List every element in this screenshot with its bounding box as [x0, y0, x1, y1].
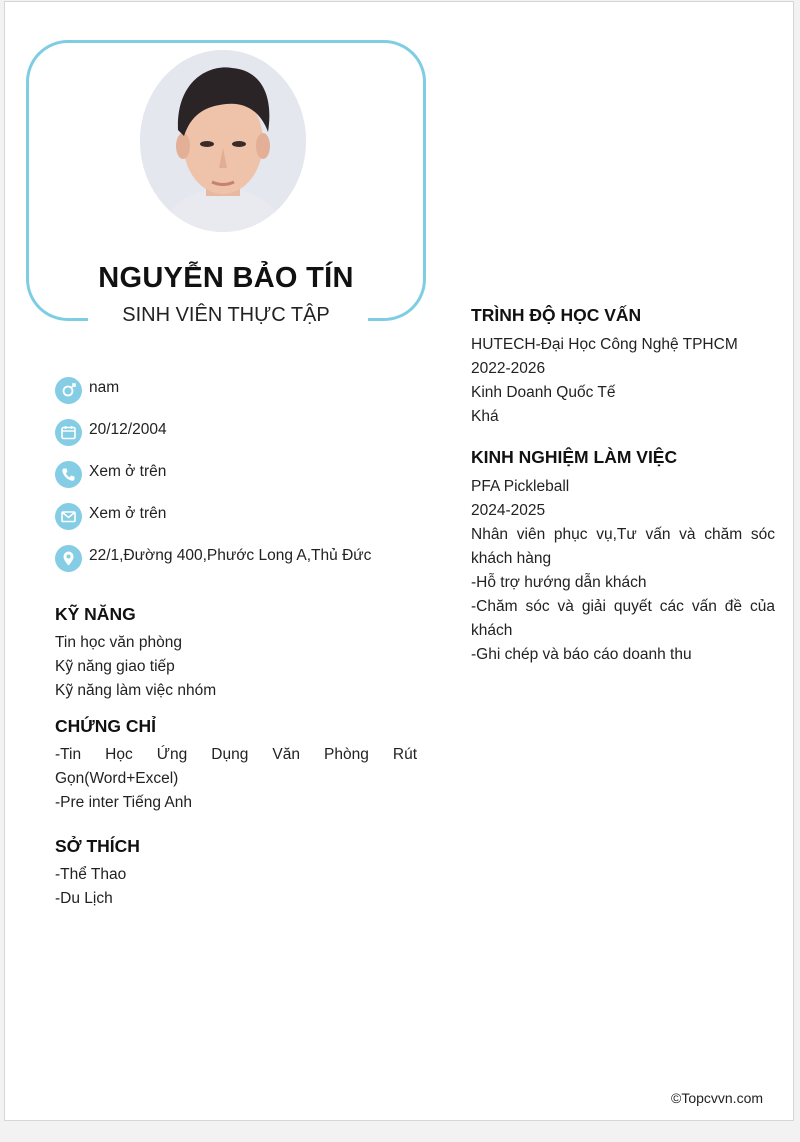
experience-role: Nhân viên phục vụ,Tư vấn và chăm sóc khách hàng	[471, 526, 775, 567]
experience-details	[471, 475, 775, 667]
phone-icon	[55, 461, 82, 488]
experience-years: 2024-2025	[471, 502, 546, 519]
contact-phone	[55, 460, 166, 488]
contact-address	[55, 544, 371, 572]
skill-item: Tin học văn phòng	[55, 634, 182, 651]
hobbies-list	[55, 863, 420, 911]
education-heading: TRÌNH ĐỘ HỌC VẤN	[471, 305, 642, 325]
email-text: Xem ở trên	[89, 505, 167, 522]
hobbies-heading: SỞ THÍCH	[55, 836, 140, 856]
profile-name: NGUYỄN BẢO TÍN	[98, 262, 354, 294]
profile-title: SINH VIÊN THỰC TẬP	[122, 304, 330, 326]
location-pin-icon	[55, 545, 82, 572]
gender-icon	[55, 377, 82, 404]
address-text: 22/1,Đường 400,Phước Long A,Thủ Đức	[89, 547, 372, 564]
profile-photo	[140, 50, 306, 232]
skill-item: Kỹ năng giao tiếp	[55, 658, 175, 675]
footer-watermark: ©Topcvvn.com	[671, 1090, 764, 1106]
experience-duty: -Hỗ trợ hướng dẫn khách	[471, 574, 647, 591]
contact-birthday	[55, 418, 167, 446]
education-major: Kinh Doanh Quốc Tế	[471, 384, 616, 401]
certificates-heading: CHỨNG CHỈ	[55, 716, 157, 736]
hobby-item: -Thể Thao	[55, 866, 127, 883]
education-school: HUTECH-Đại Học Công Nghệ TPHCM	[471, 336, 738, 353]
experience-heading: KINH NGHIỆM LÀM VIỆC	[471, 447, 678, 467]
mail-icon	[55, 503, 82, 530]
education-grade: Khá	[471, 408, 499, 425]
skill-item: Kỹ năng làm việc nhóm	[55, 682, 217, 699]
contact-email	[55, 502, 166, 530]
calendar-icon	[55, 419, 82, 446]
certificates-list	[55, 743, 417, 815]
gender-text: nam	[89, 379, 120, 396]
contact-gender	[55, 376, 119, 404]
skills-list	[55, 631, 420, 703]
certificate-item: -Tin Học Ứng Dụng Văn Phòng Rút Gọn(Word+Excel)	[55, 746, 417, 787]
education-years: 2022-2026	[471, 360, 546, 377]
hobby-item: -Du Lịch	[55, 890, 113, 907]
certificate-item: -Pre inter Tiếng Anh	[55, 794, 192, 811]
experience-company: PFA Pickleball	[471, 478, 570, 495]
phone-text: Xem ở trên	[89, 463, 167, 480]
birthday-text: 20/12/2004	[89, 421, 167, 438]
skills-heading: KỸ NĂNG	[55, 604, 136, 624]
experience-duty: -Chăm sóc và giải quyết các vấn đề của khách	[471, 598, 775, 639]
education-details	[471, 333, 776, 429]
experience-duty: -Ghi chép và báo cáo doanh thu	[471, 646, 692, 663]
